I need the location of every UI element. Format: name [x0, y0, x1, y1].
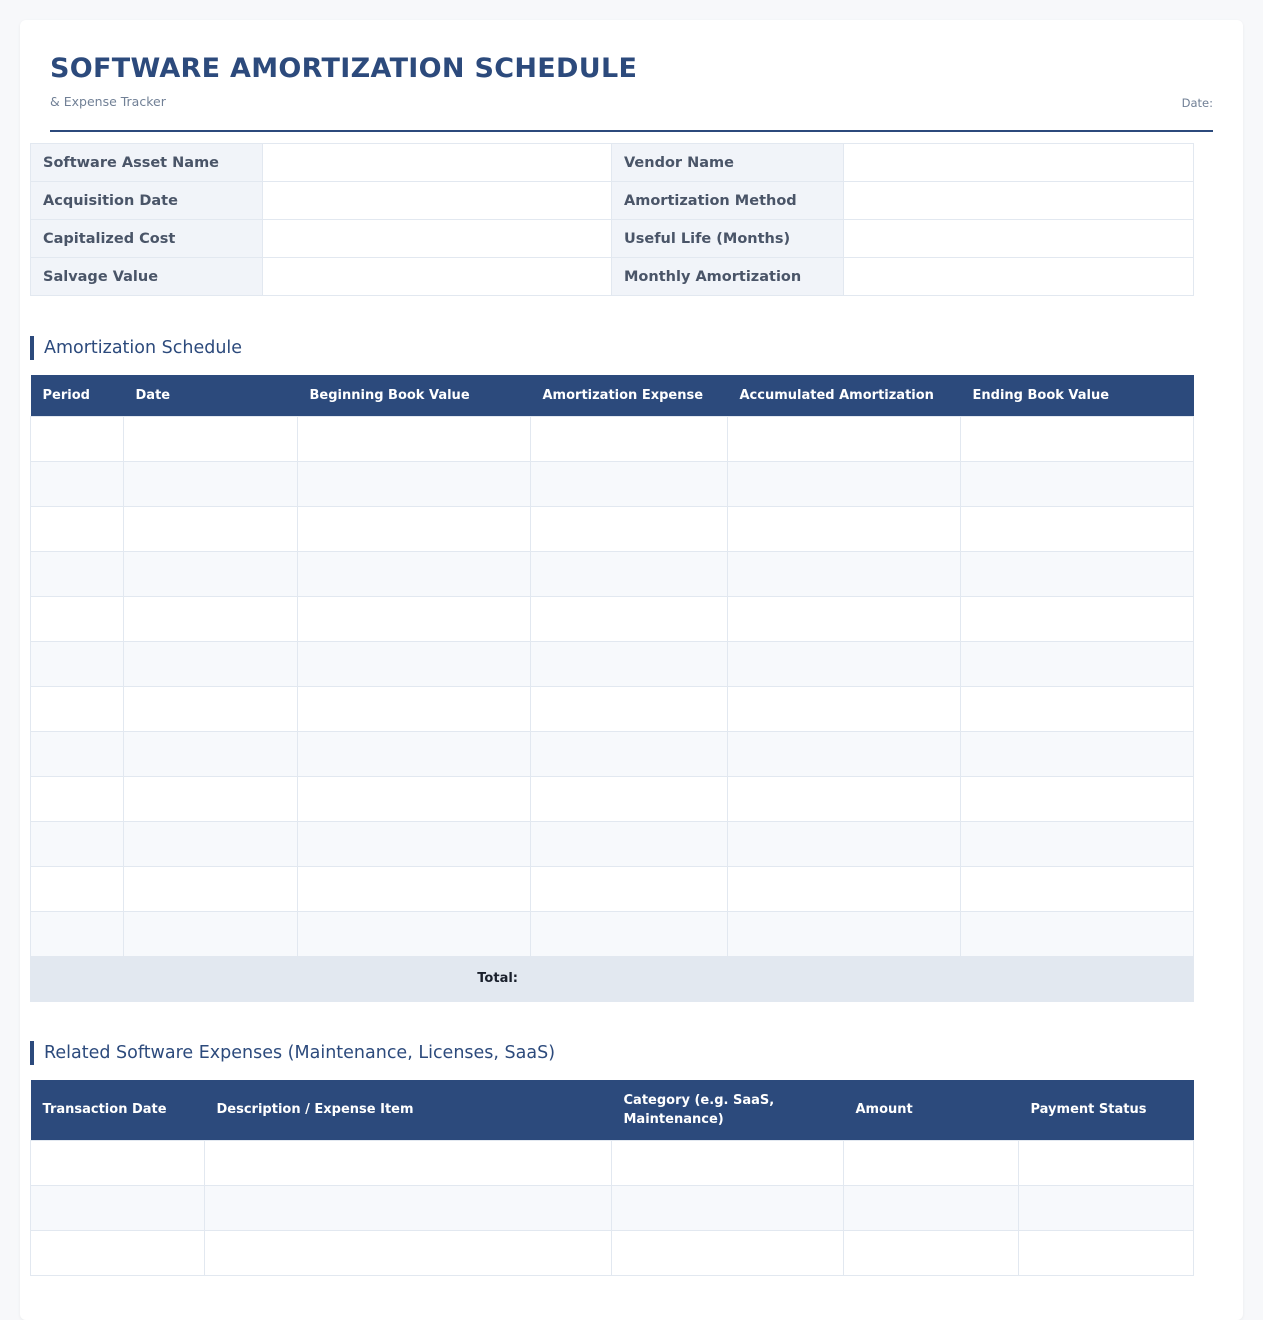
column-header-payment-status: Payment Status — [1019, 1080, 1194, 1140]
schedule-cell-period[interactable] — [31, 911, 124, 956]
schedule-cell-amortization-expense[interactable] — [531, 596, 728, 641]
schedule-cell-accumulated-amortization[interactable] — [728, 776, 961, 821]
schedule-cell-period[interactable] — [31, 641, 124, 686]
software-asset-name-label: Software Asset Name — [31, 144, 263, 182]
column-header-amortization-expense: Amortization Expense — [531, 375, 728, 416]
schedule-cell-date[interactable] — [124, 821, 298, 866]
schedule-cell-accumulated-amortization[interactable] — [728, 731, 961, 776]
schedule-cell-accumulated-amortization[interactable] — [728, 596, 961, 641]
column-header-accumulated-amortization: Accumulated Amortization — [728, 375, 961, 416]
schedule-cell-ending-book-value[interactable] — [961, 506, 1194, 551]
schedule-cell-accumulated-amortization[interactable] — [728, 821, 961, 866]
schedule-row — [31, 641, 1194, 686]
schedule-cell-ending-book-value[interactable] — [961, 416, 1194, 461]
schedule-cell-accumulated-amortization[interactable] — [728, 686, 961, 731]
expense-cell-payment-status[interactable] — [1019, 1230, 1194, 1275]
expense-cell-description[interactable] — [205, 1185, 612, 1230]
amortization-method-field[interactable] — [844, 182, 1194, 220]
schedule-cell-beginning-book-value[interactable] — [298, 596, 531, 641]
expense-cell-description[interactable] — [205, 1140, 612, 1185]
expense-cell-amount[interactable] — [844, 1185, 1019, 1230]
document-header — [50, 50, 1213, 132]
schedule-cell-date[interactable] — [124, 731, 298, 776]
total-value-area — [531, 956, 1194, 1001]
column-header-category: Category (e.g. SaaS, Maintenance) — [612, 1080, 844, 1140]
expense-cell-amount[interactable] — [844, 1140, 1019, 1185]
schedule-row — [31, 731, 1194, 776]
schedule-cell-amortization-expense[interactable] — [531, 416, 728, 461]
schedule-cell-date[interactable] — [124, 776, 298, 821]
schedule-cell-period[interactable] — [31, 461, 124, 506]
schedule-row — [31, 911, 1194, 956]
schedule-cell-period[interactable] — [31, 551, 124, 596]
schedule-header-row — [31, 375, 1194, 416]
expense-cell-amount[interactable] — [844, 1230, 1019, 1275]
schedule-cell-amortization-expense[interactable] — [531, 551, 728, 596]
schedule-cell-beginning-book-value[interactable] — [298, 686, 531, 731]
schedule-cell-date[interactable] — [124, 911, 298, 956]
schedule-cell-amortization-expense[interactable] — [531, 686, 728, 731]
page-subtitle: & Expense Tracker — [50, 94, 166, 109]
schedule-cell-amortization-expense[interactable] — [531, 731, 728, 776]
schedule-cell-beginning-book-value[interactable] — [298, 821, 531, 866]
schedule-cell-amortization-expense[interactable] — [531, 461, 728, 506]
expense-cell-description[interactable] — [205, 1230, 612, 1275]
schedule-cell-accumulated-amortization[interactable] — [728, 416, 961, 461]
schedule-row — [31, 461, 1194, 506]
schedule-cell-beginning-book-value[interactable] — [298, 551, 531, 596]
schedule-cell-accumulated-amortization[interactable] — [728, 551, 961, 596]
capitalized-cost-label: Capitalized Cost — [31, 220, 263, 258]
schedule-cell-period[interactable] — [31, 776, 124, 821]
expense-cell-category[interactable] — [612, 1140, 844, 1185]
schedule-cell-ending-book-value[interactable] — [961, 911, 1194, 956]
schedule-row — [31, 551, 1194, 596]
schedule-cell-period[interactable] — [31, 731, 124, 776]
schedule-cell-date[interactable] — [124, 641, 298, 686]
monthly-amortization-field[interactable] — [844, 258, 1194, 296]
monthly-amortization-label: Monthly Amortization — [612, 258, 844, 296]
related-expenses-heading: Related Software Expenses (Maintenance, Licenses, SaaS) — [30, 1041, 555, 1065]
schedule-cell-date[interactable] — [124, 866, 298, 911]
schedule-row — [31, 776, 1194, 821]
schedule-cell-date[interactable] — [124, 416, 298, 461]
column-header-ending-book-value: Ending Book Value — [961, 375, 1194, 416]
schedule-cell-amortization-expense[interactable] — [531, 641, 728, 686]
column-header-description: Description / Expense Item — [205, 1080, 612, 1140]
schedule-cell-period[interactable] — [31, 596, 124, 641]
column-header-date: Date — [124, 375, 298, 416]
schedule-cell-accumulated-amortization[interactable] — [728, 911, 961, 956]
expense-row — [31, 1140, 1194, 1185]
expenses-header-row — [31, 1080, 1194, 1140]
schedule-cell-beginning-book-value[interactable] — [298, 776, 531, 821]
vendor-name-field[interactable] — [844, 144, 1194, 182]
schedule-body — [31, 416, 1194, 956]
schedule-row — [31, 821, 1194, 866]
schedule-cell-beginning-book-value[interactable] — [298, 731, 531, 776]
software-asset-name-field[interactable] — [263, 144, 612, 182]
schedule-row — [31, 416, 1194, 461]
schedule-cell-ending-book-value[interactable] — [961, 776, 1194, 821]
schedule-cell-period[interactable] — [31, 866, 124, 911]
related-expenses-table — [30, 1080, 1194, 1276]
schedule-cell-beginning-book-value[interactable] — [298, 866, 531, 911]
salvage-value-label: Salvage Value — [31, 258, 263, 296]
schedule-cell-amortization-expense[interactable] — [531, 506, 728, 551]
expense-cell-payment-status[interactable] — [1019, 1140, 1194, 1185]
schedule-cell-date[interactable] — [124, 461, 298, 506]
expenses-body — [31, 1140, 1194, 1275]
schedule-cell-ending-book-value[interactable] — [961, 551, 1194, 596]
acquisition-date-field[interactable] — [263, 182, 612, 220]
schedule-cell-amortization-expense[interactable] — [531, 911, 728, 956]
schedule-cell-beginning-book-value[interactable] — [298, 416, 531, 461]
expense-cell-category[interactable] — [612, 1185, 844, 1230]
asset-info-table — [30, 143, 1194, 296]
schedule-cell-date[interactable] — [124, 596, 298, 641]
amortization-method-label: Amortization Method — [612, 182, 844, 220]
total-label: Total: — [31, 956, 531, 1001]
schedule-row — [31, 596, 1194, 641]
schedule-cell-date[interactable] — [124, 551, 298, 596]
schedule-cell-period[interactable] — [31, 416, 124, 461]
expense-row — [31, 1185, 1194, 1230]
schedule-cell-beginning-book-value[interactable] — [298, 911, 531, 956]
schedule-cell-beginning-book-value[interactable] — [298, 461, 531, 506]
schedule-cell-ending-book-value[interactable] — [961, 731, 1194, 776]
page-title: SOFTWARE AMORTIZATION SCHEDULE — [50, 53, 638, 84]
expense-cell-payment-status[interactable] — [1019, 1185, 1194, 1230]
expense-cell-transaction-date[interactable] — [31, 1140, 205, 1185]
useful-life-field[interactable] — [844, 220, 1194, 258]
schedule-cell-accumulated-amortization[interactable] — [728, 461, 961, 506]
schedule-row — [31, 686, 1194, 731]
schedule-row — [31, 866, 1194, 911]
expense-row — [31, 1230, 1194, 1275]
column-header-beginning-book-value: Beginning Book Value — [298, 375, 531, 416]
amortization-schedule-table — [30, 375, 1194, 1002]
vendor-name-label: Vendor Name — [612, 144, 844, 182]
expense-cell-transaction-date[interactable] — [31, 1230, 205, 1275]
schedule-cell-accumulated-amortization[interactable] — [728, 866, 961, 911]
date-label: Date: — [1181, 96, 1213, 110]
schedule-cell-beginning-book-value[interactable] — [298, 506, 531, 551]
column-header-transaction-date: Transaction Date — [31, 1080, 205, 1140]
schedule-cell-beginning-book-value[interactable] — [298, 641, 531, 686]
schedule-row — [31, 506, 1194, 551]
schedule-cell-date[interactable] — [124, 506, 298, 551]
expense-cell-transaction-date[interactable] — [31, 1185, 205, 1230]
schedule-cell-ending-book-value[interactable] — [961, 686, 1194, 731]
schedule-cell-ending-book-value[interactable] — [961, 596, 1194, 641]
schedule-cell-amortization-expense[interactable] — [531, 821, 728, 866]
expense-cell-category[interactable] — [612, 1230, 844, 1275]
schedule-cell-amortization-expense[interactable] — [531, 776, 728, 821]
schedule-cell-period[interactable] — [31, 821, 124, 866]
schedule-cell-ending-book-value[interactable] — [961, 821, 1194, 866]
column-header-amount: Amount — [844, 1080, 1019, 1140]
column-header-period: Period — [31, 375, 124, 416]
capitalized-cost-field[interactable] — [263, 220, 612, 258]
schedule-cell-period[interactable] — [31, 506, 124, 551]
schedule-total-row — [31, 956, 1194, 1001]
schedule-cell-ending-book-value[interactable] — [961, 866, 1194, 911]
schedule-cell-period[interactable] — [31, 686, 124, 731]
useful-life-label: Useful Life (Months) — [612, 220, 844, 258]
schedule-cell-ending-book-value[interactable] — [961, 641, 1194, 686]
acquisition-date-label: Acquisition Date — [31, 182, 263, 220]
schedule-cell-ending-book-value[interactable] — [961, 461, 1194, 506]
schedule-cell-accumulated-amortization[interactable] — [728, 506, 961, 551]
schedule-cell-date[interactable] — [124, 686, 298, 731]
amortization-schedule-heading: Amortization Schedule — [30, 336, 242, 360]
schedule-cell-amortization-expense[interactable] — [531, 866, 728, 911]
schedule-cell-accumulated-amortization[interactable] — [728, 641, 961, 686]
salvage-value-field[interactable] — [263, 258, 612, 296]
